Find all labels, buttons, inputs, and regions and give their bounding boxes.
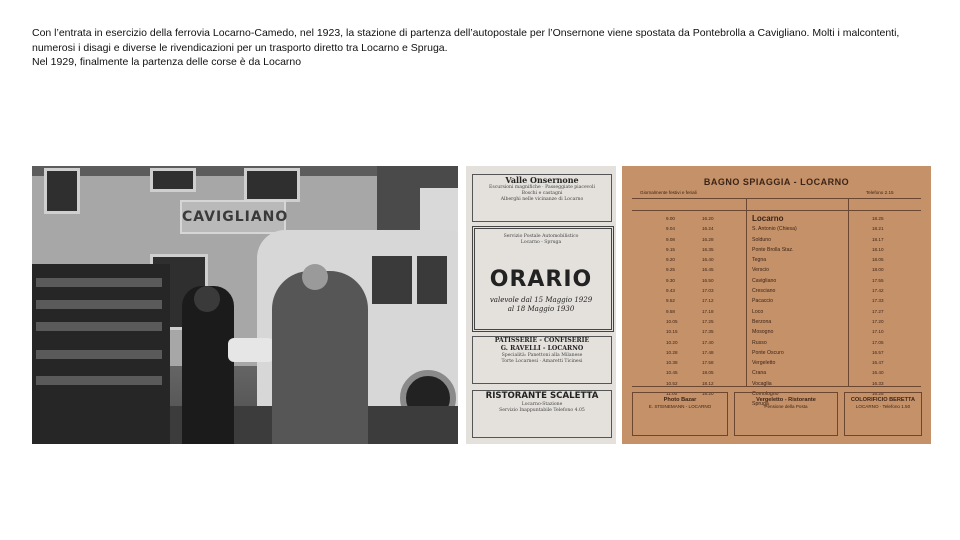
return-time: 16.33 xyxy=(872,380,884,386)
return-time: 16.47 xyxy=(872,360,884,366)
cart-slat xyxy=(36,376,162,385)
times-column-return xyxy=(872,214,884,399)
board-rule xyxy=(746,198,747,386)
station-name: Solduno xyxy=(752,236,772,243)
board-ad xyxy=(734,392,838,436)
station-name: Cresciano xyxy=(752,288,776,295)
board-left-header: Giornalmente festivi e feriali xyxy=(640,190,697,195)
departure-time: 18.12 xyxy=(702,380,714,386)
departure-time: 10.45 xyxy=(666,370,678,376)
station-sign: CAVIGLIANO xyxy=(180,200,286,234)
departure-time: 16.20 xyxy=(702,216,714,221)
return-time: 17.33 xyxy=(872,298,884,304)
return-time: 18.10 xyxy=(872,246,884,252)
cart-slat xyxy=(36,322,162,331)
departure-time: 10.20 xyxy=(666,339,678,345)
station-name: Cavigliano xyxy=(752,277,777,284)
departure-time: 16.28 xyxy=(702,236,714,242)
departure-time: 9.15 xyxy=(666,246,675,252)
departure-time: 16.45 xyxy=(702,267,714,273)
validity-line: valevole dal 15 Maggio 1929 xyxy=(489,296,593,304)
departure-time: 16.24 xyxy=(702,226,714,232)
intro-paragraph-2: Nel 1929, finalmente la partenza delle corse è da Locarno xyxy=(32,56,302,68)
departure-time: 17.12 xyxy=(702,298,714,304)
board-right-header: Telefono 2.15 xyxy=(866,190,894,195)
postman-head xyxy=(194,286,220,312)
board-title: BAGNO SPIAGGIA - LOCARNO xyxy=(703,177,850,187)
departure-time: 9.00 xyxy=(666,216,675,221)
cart-slat xyxy=(36,350,162,359)
departure-time: 9.30 xyxy=(666,277,675,283)
patisserie-detail: Torte Locarnesi · Amaretti Ticinesi xyxy=(501,359,583,364)
board-ad-name: COLORIFICIO BERETTA xyxy=(850,397,916,403)
timetable-leaflet xyxy=(466,166,616,444)
leaflet-header-box xyxy=(472,174,612,222)
station-name: Ponte Oscuro xyxy=(752,349,784,356)
leaflet-heading-line: Alberghi nelle vicinanze di Locarno xyxy=(500,197,584,202)
restaurant-ad xyxy=(472,390,612,438)
patisserie-detail: Specialità: Panettoni alla Milanese xyxy=(501,353,583,358)
timetable-board xyxy=(622,166,931,444)
station-name: Comologno xyxy=(752,391,779,398)
validity-line: al 18 Maggio 1930 xyxy=(507,305,575,313)
departure-time: 9.52 xyxy=(666,298,675,304)
service-line: Servizio Postale Automobilistico xyxy=(503,234,579,239)
station-window xyxy=(150,168,196,192)
old-man-figure xyxy=(272,271,368,444)
departure-time: 17.35 xyxy=(702,329,714,335)
departure-time: 10.52 xyxy=(666,380,678,386)
departure-time: 18.05 xyxy=(702,370,714,376)
old-man-head xyxy=(302,264,328,290)
departure-time: 10.38 xyxy=(666,360,678,366)
return-time: 17.27 xyxy=(872,308,884,314)
departure-time: 9.25 xyxy=(666,267,675,273)
board-ad-line: LOCARNO · Telefono 1.50 xyxy=(855,404,911,409)
departure-time: 17.58 xyxy=(702,360,714,366)
departure-time: 16.50 xyxy=(702,277,714,283)
times-column-morning xyxy=(666,214,678,399)
intro-paragraph-1: Con l’entrata in esercizio della ferrovia Locarno-Camedo, nel 1923, la stazione di partenza dell’autopostale per l’Onsernone viene spostata da Pontebrolla a Cavigliano. Molti i malcontenti, numerosi i disagi e diverse le rivendicazioni per un trasporto diretto tra Locarno e Spruga. xyxy=(32,27,900,54)
board-ad-name: Photo Bazar xyxy=(663,397,697,403)
station-name: Verscio xyxy=(752,267,770,274)
restaurant-detail: Servizio Inappuntabile Telefono 4.05 xyxy=(499,408,585,413)
restaurant-detail: Locarno-Stazione xyxy=(521,402,563,407)
patisserie-line: PATISSERIE - CONFISERIE xyxy=(494,337,590,344)
departure-time: 17.25 xyxy=(702,318,714,324)
station-name: S. Antonio (Chiesa) xyxy=(752,226,797,233)
board-rule xyxy=(632,210,921,211)
service-info xyxy=(472,234,610,246)
departure-time: 16.40 xyxy=(702,257,714,263)
board-ad-name: Vergeletto - Ristorante xyxy=(756,397,816,403)
departure-time: 17.18 xyxy=(702,308,714,314)
station-name: Spruga xyxy=(752,401,769,408)
station-name: Vergeletto xyxy=(752,360,776,367)
return-time: 17.20 xyxy=(872,318,884,324)
leaflet-heading-line: Boschi e castagni xyxy=(521,191,563,196)
departure-time: 16.35 xyxy=(702,246,714,252)
intro-text xyxy=(32,26,932,70)
departure-time: 9.20 xyxy=(666,257,675,263)
leaflet-heading: Valle Onsernone xyxy=(505,175,579,185)
validity xyxy=(472,296,610,314)
board-ad xyxy=(844,392,922,436)
return-time: 18.17 xyxy=(872,236,884,242)
return-time: 17.42 xyxy=(872,288,884,294)
cart-slat xyxy=(36,300,162,309)
departure-time: 9.58 xyxy=(666,308,675,314)
patisserie-line: G. RAVELLI - LOCARNO xyxy=(500,345,584,352)
departure-time: 10.05 xyxy=(666,318,678,324)
departure-time: 9.43 xyxy=(666,288,675,294)
board-ad-line: Pensione della Posta xyxy=(764,404,808,409)
station-name: Vocaglia xyxy=(752,380,772,387)
return-time: 17.05 xyxy=(872,339,884,345)
departure-time: 9.08 xyxy=(666,236,675,242)
station-window xyxy=(44,168,80,214)
return-time: 16.40 xyxy=(872,370,884,376)
board-rule xyxy=(632,198,921,199)
return-time: 16.57 xyxy=(872,349,884,355)
return-time: 17.55 xyxy=(872,277,884,283)
departure-time: 17.40 xyxy=(702,339,714,345)
return-time: 18.00 xyxy=(872,267,884,273)
patisserie-ad xyxy=(472,336,612,384)
service-line: Locarno - Spruga xyxy=(520,240,562,245)
station-roof xyxy=(32,166,377,176)
return-time: 18.25 xyxy=(872,216,884,221)
restaurant-name: RISTORANTE SCALETTA xyxy=(485,391,599,401)
board-rule xyxy=(848,198,849,386)
station-name: Pacaccio xyxy=(752,298,774,305)
station-list xyxy=(752,214,797,410)
board-ad xyxy=(632,392,728,436)
departure-time: 10.28 xyxy=(666,349,678,355)
parcel xyxy=(228,338,274,362)
orario-title: ORARIO xyxy=(489,267,593,292)
times-column-afternoon xyxy=(702,214,714,399)
return-time: 16.25 xyxy=(872,391,884,397)
cavigliano-station-photo xyxy=(32,166,458,444)
station-name: Russo xyxy=(752,339,767,346)
cart-slat xyxy=(36,278,162,287)
departure-time: 17.03 xyxy=(702,288,714,294)
station-name: Tegna xyxy=(752,257,767,264)
departure-time: 9.04 xyxy=(666,226,675,232)
departure-time: 18.20 xyxy=(702,391,714,397)
return-time: 18.05 xyxy=(872,257,884,263)
station-window xyxy=(244,168,300,202)
departure-time: 17.48 xyxy=(702,349,714,355)
station-name: Mosogno xyxy=(752,329,774,336)
bus-window xyxy=(372,256,412,304)
departure-time: 11.00 xyxy=(666,391,678,397)
station-name: Crana xyxy=(752,370,767,377)
station-name: Ponte Brolla Staz. xyxy=(752,246,794,253)
return-time: 17.10 xyxy=(872,329,884,335)
bus-window xyxy=(417,256,447,304)
departure-time: 10.15 xyxy=(666,329,678,335)
leaflet-heading-line: Escursioni magnifiche · Passeggiate piacevoli xyxy=(489,185,595,190)
board-ad-line: E. STEINEMANN - LOCARNO xyxy=(648,404,712,409)
station-head: Locarno xyxy=(752,214,784,223)
station-name: Berzona xyxy=(752,318,772,325)
station-name: Loco xyxy=(752,308,764,315)
return-time: 18.21 xyxy=(872,226,884,232)
